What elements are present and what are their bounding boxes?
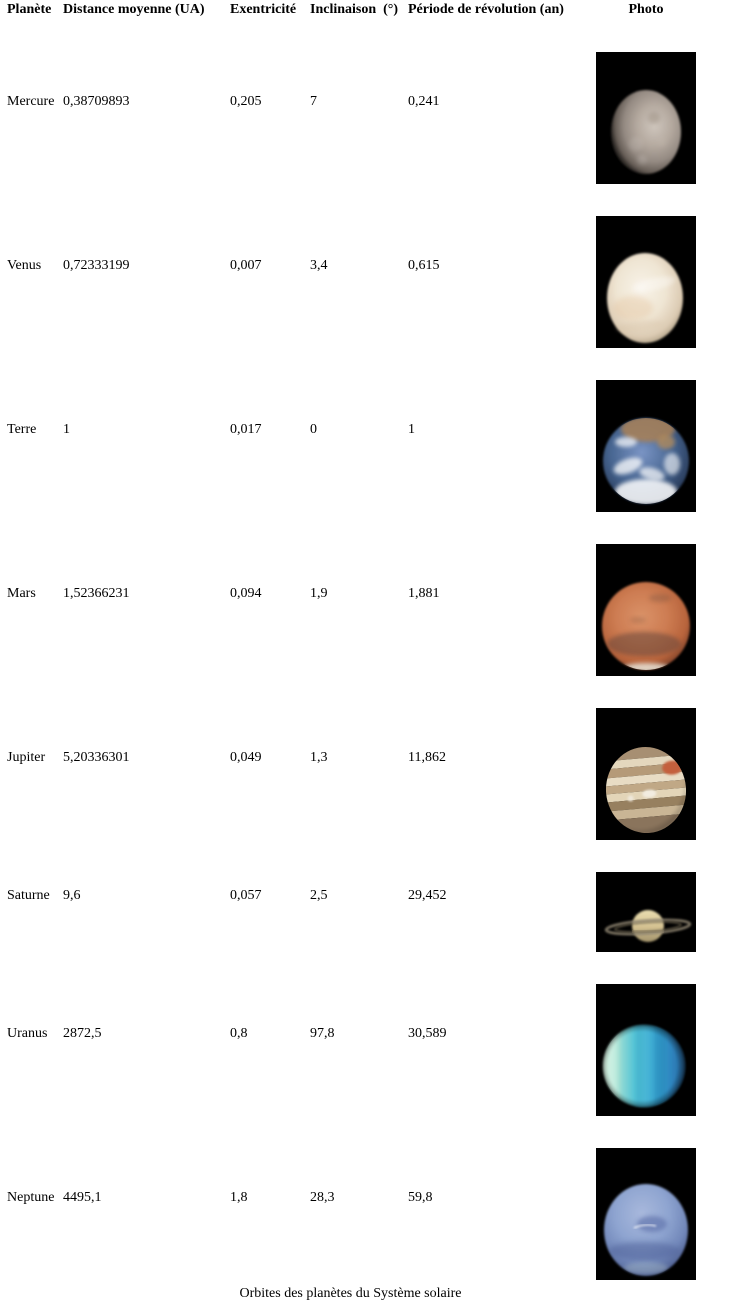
cell-photo — [591, 1116, 701, 1280]
cell-period: 30,589 — [408, 1026, 447, 1041]
cell-photo — [591, 512, 701, 676]
cell-eccentricity: 0,094 — [230, 586, 262, 601]
cell-planet: Neptune — [7, 1190, 55, 1205]
saturn-photo — [596, 872, 696, 920]
cell-inclination: 28,3 — [310, 1190, 335, 1205]
cell-eccentricity: 1,8 — [230, 1190, 248, 1205]
mars-photo — [596, 544, 696, 644]
table-row-mercure — [0, 20, 701, 184]
cell-eccentricity: 0,049 — [230, 750, 262, 765]
header-eccentricity: Exentricité — [230, 2, 297, 17]
header-row — [0, 0, 701, 20]
cell-eccentricity: 0,007 — [230, 258, 262, 273]
uranus-photo — [596, 984, 696, 1084]
cell-inclination: 2,5 — [310, 888, 328, 903]
cell-planet: Terre — [7, 422, 37, 437]
cell-eccentricity: 0,057 — [230, 888, 262, 903]
cell-inclination: 1,3 — [310, 750, 328, 765]
table-row-uranus — [0, 952, 701, 1116]
table-row-saturne — [0, 840, 701, 952]
cell-inclination: 3,4 — [310, 258, 328, 273]
cell-eccentricity: 0,8 — [230, 1026, 248, 1041]
cell-distance: 0,72333199 — [63, 258, 130, 273]
neptune-photo — [596, 1148, 696, 1248]
header-photo: Photo — [628, 2, 664, 17]
cell-planet: Venus — [7, 258, 42, 273]
cell-planet: Mars — [7, 586, 36, 601]
cell-inclination: 1,9 — [310, 586, 328, 601]
cell-period: 1,881 — [408, 586, 440, 601]
cell-period: 0,241 — [408, 94, 440, 109]
cell-photo — [591, 952, 701, 1116]
table-row-terre — [0, 348, 701, 512]
cell-inclination: 0 — [310, 422, 317, 437]
cell-period: 0,615 — [408, 258, 440, 273]
cell-period: 11,862 — [408, 750, 446, 765]
table-header — [0, 0, 701, 20]
table-caption: Orbites des planètes du Système solaire — [239, 1286, 462, 1301]
header-inclination: Inclinaison (°) — [310, 2, 399, 17]
header-distance: Distance moyenne (UA) — [63, 2, 205, 17]
cell-period: 59,8 — [408, 1190, 433, 1205]
cell-period: 29,452 — [408, 888, 447, 903]
cell-distance: 1,52366231 — [63, 586, 130, 601]
header-planet: Planète — [7, 2, 52, 17]
cell-photo — [591, 184, 701, 348]
cell-inclination: 97,8 — [310, 1026, 335, 1041]
cell-planet: Saturne — [7, 888, 50, 903]
cell-distance: 4495,1 — [63, 1190, 102, 1205]
table-row-venus — [0, 184, 701, 348]
cell-planet: Mercure — [7, 94, 55, 109]
cell-photo — [591, 840, 701, 952]
cell-period: 1 — [408, 422, 415, 437]
cell-distance: 9,6 — [63, 888, 81, 903]
cell-distance: 0,38709893 — [63, 94, 130, 109]
cell-distance: 2872,5 — [63, 1026, 102, 1041]
mercury-photo — [596, 52, 696, 152]
cell-photo — [591, 20, 701, 184]
cell-eccentricity: 0,205 — [230, 94, 262, 109]
cell-inclination: 7 — [310, 94, 317, 109]
cell-distance: 5,20336301 — [63, 750, 130, 765]
earth-photo — [596, 380, 696, 480]
table-row-neptune — [0, 1116, 701, 1280]
table-row-mars — [0, 512, 701, 676]
cell-eccentricity: 0,017 — [230, 422, 262, 437]
cell-planet: Jupiter — [7, 750, 46, 765]
venus-photo — [596, 216, 696, 316]
jupiter-photo — [596, 708, 696, 808]
cell-photo — [591, 348, 701, 512]
table-row-jupiter — [0, 676, 701, 840]
cell-planet: Uranus — [7, 1026, 48, 1041]
header-period: Période de révolution (an) — [408, 2, 564, 17]
cell-photo — [591, 676, 701, 840]
cell-distance: 1 — [63, 422, 70, 437]
